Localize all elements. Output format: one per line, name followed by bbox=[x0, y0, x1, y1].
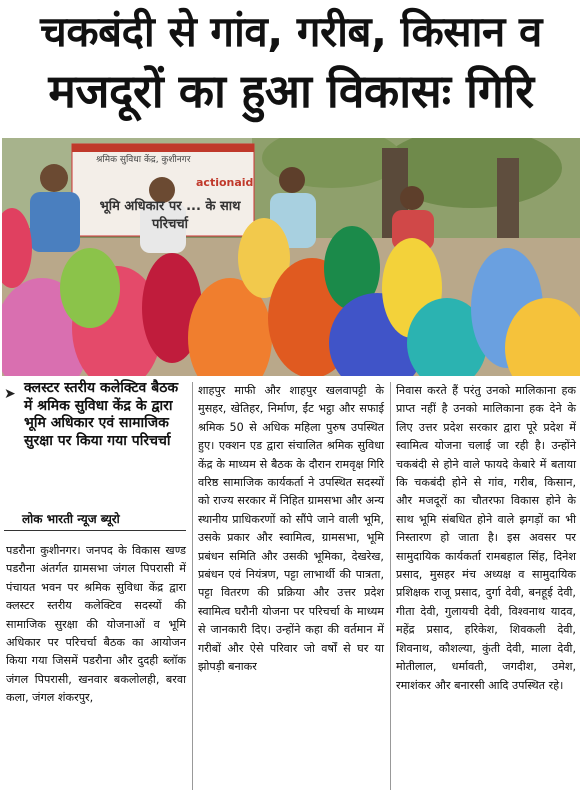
banner-top-text: श्रमिक सुविधा केंद्र, कुशीनगर bbox=[96, 155, 191, 165]
banner-brand: actionaid bbox=[196, 176, 254, 189]
triangle-right-icon: ➤ bbox=[4, 386, 16, 402]
column-2-text: शाहपुर माफी और शाहपुर खलवापट्टी के मुसहर, खेतिहर, निर्माण, ईंट भट्ठा और सफाई श्रमिक 50 से अधिक महिला पुरुष उपस्थित हुए। एक्शन एड द्वारा संचालित श्रमिक सुविधा केंद्र के माध्यम से बैठक के दौरान रामवृक्ष गिरि वरिष्ठ सामाजिक कार्यकर्ता ने उपस्थित सदस्यों को राज्य सरकार में निहित ग्रामसभा और अन्य स्थानीय प्राधिकरणों को सौंपे जाने वाली भूमि, उसके प्रकार और स्वामित्व, ग्रामसभा, भूमि प्रबंधन समिति और उसकी भूमिका, देखरेख, प्रबंधन एवं नियंत्रण, पट्टा लाभार्थी की पात्रता, पट्टा वितरण की प्रक्रिया और उत्तर प्रदेश स्वामित्व घरौनी योजना पर परिचर्चा के माध्यम से जानकारी दिए। उन्होंने कहा की वर्तमान में गरीबों और ऐसे परिवार जो वर्षों से घर या झोपड़ी बनाकर bbox=[198, 384, 384, 674]
article-column-3 bbox=[396, 382, 576, 695]
column-3-text: निवास करते हैं परंतु उनको मालिकाना हक प्राप्त नहीं है उनको मालिकाना हक देने के लिए उत्तर प्रदेश सरकार द्वारा पूरे प्रदेश में स्वामित्व योजना चलाई जा रही है। उन्होंने चकबंदी से होने वाले फायदे केबारे में बताया कि चकबंदी होने से गांव, गरीब, किसान, और मजदूरों का चौतरफा विकास होने के साथ भूमि संबधित होने वाले झगड़ों का भी निस्तारण हो जाता है। इस अवसर पर सामुदायिक कार्यकर्ता रामबहाल सिंह, दिनेश प्रसाद, मुसहर मंच अध्यक्ष व सामुदायिक प्रशिक्षक राजू प्रसाद, दुर्गा देवी, बनहूई देवी, गीता देवी, गुलायची देवी, विश्वनाथ यादव, महेंद्र प्रसाद, हरिकेश, शिवकली देवी, शिवनाथ, कौशल्या, कुंती देवी, माला देवी, मोतीलाल, धर्मावती, जगदीश, उमेश, रमाशंकर और बनारसी आदि उपस्थित रहे। bbox=[396, 384, 576, 692]
photo-illustration bbox=[2, 138, 580, 376]
article-column-2 bbox=[198, 382, 384, 677]
news-photo bbox=[2, 138, 580, 376]
column-1-text: पडरौना कुशीनगर। जनपद के विकास खण्ड पडरौना अंतर्गत ग्रामसभा जंगल पिपरासी में पंचायत भवन पर श्रमिक सुविधा केंद्र द्वारा क्लस्टर स्तरीय कलेक्टिव सदस्यों की सामाजिक सुरक्षा की योजनाओं व भूमि अधिकार पर परिचर्चा बैठक का आयोजन किया गया जिसमें पडरौना और दुदही ब्लॉक जंगल पिपरासी, खनवार बकलोलही, बरवा कला, जंगल शंकरपुर, bbox=[6, 544, 186, 705]
byline: लोक भारती न्यूज ब्यूरो bbox=[22, 512, 120, 526]
headline-line-2: मजदूरों का हुआ विकासः गिरि bbox=[48, 64, 534, 118]
subheadline: क्लस्टर स्तरीय कलेक्टिव बैठक में श्रमिक सुविधा केंद्र के द्वारा भूमि अधिकार एवं सामाजिक सुरक्षा पर किया गया परिचर्चा bbox=[24, 380, 179, 449]
headline bbox=[0, 0, 582, 138]
column-divider-1 bbox=[192, 382, 193, 790]
column-divider-2 bbox=[390, 382, 391, 790]
subheadline-block bbox=[4, 380, 188, 508]
banner-text: भूमि अधिकार पर ... के साथ परिचर्चा bbox=[99, 199, 241, 232]
headline-line-1: चकबंदी से गांव, गरीब, किसान व bbox=[40, 7, 542, 56]
article-column-1 bbox=[6, 542, 186, 708]
byline-divider bbox=[4, 530, 186, 531]
